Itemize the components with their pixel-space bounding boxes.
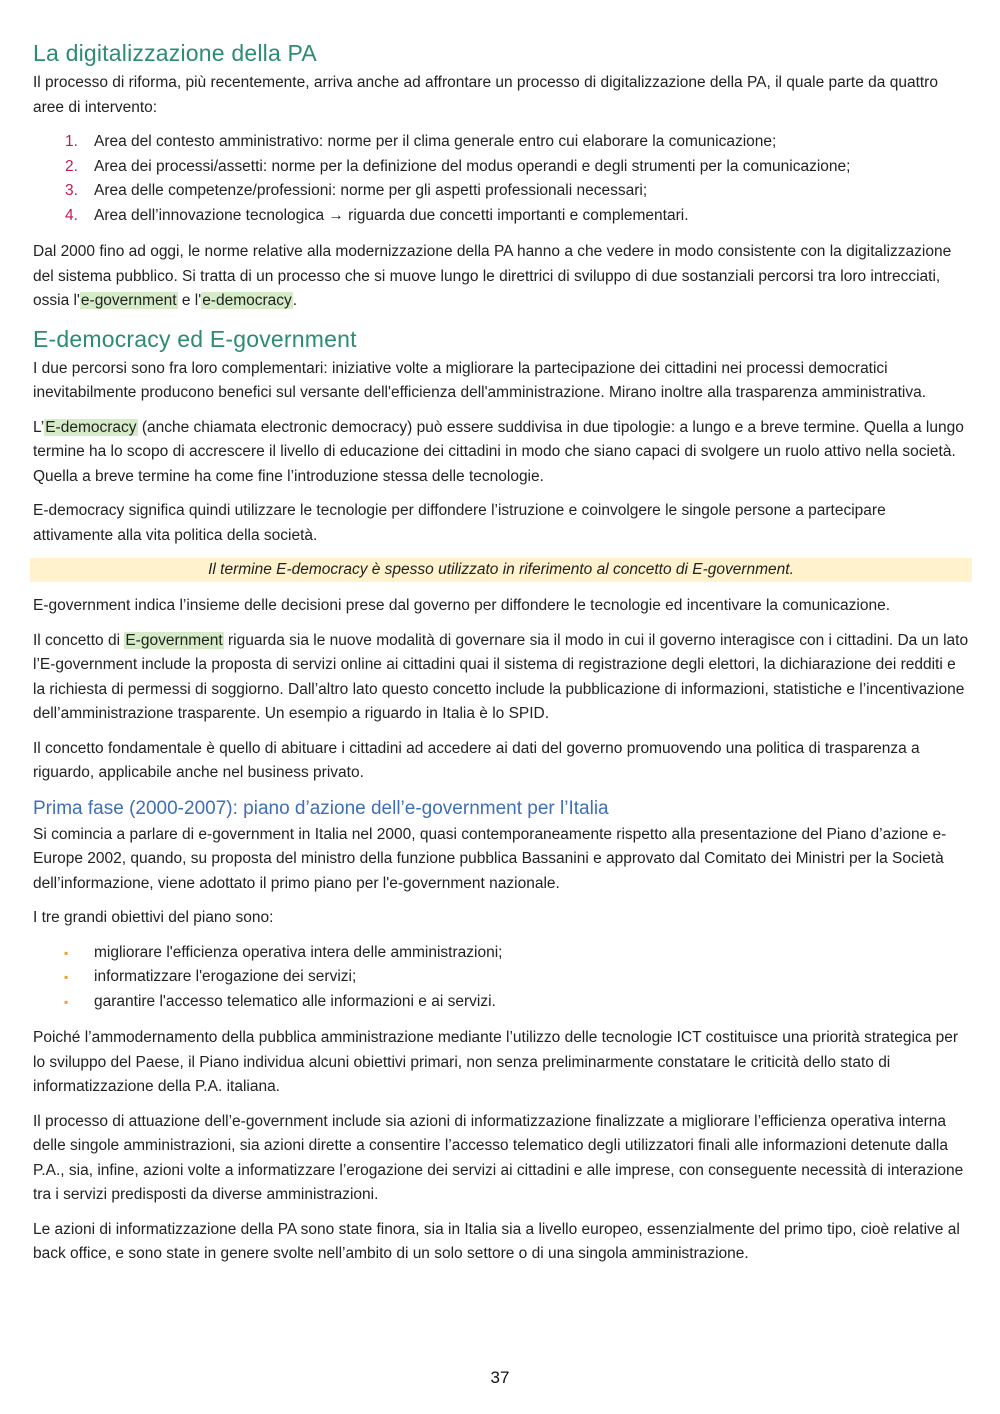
section-heading: La digitalizzazione della PA (33, 40, 317, 66)
list-item-text: garantire l'accesso telematico alle informazioni e ai servizi. (94, 992, 496, 1010)
list-item (33, 990, 969, 1015)
text-run: (anche chiamata electronic democracy) può essere suddivisa in due tipologie: a lungo e a breve termine. Quella a lungo termine ha lo scopo di accrescere il livello di educazione dei cittadini in modo che siano capaci di svolgere un ruolo attivo nella società. Quella a breve termine ha come fine l’introduzione stessa delle tecnologie. (33, 418, 964, 485)
bullet-icon: ▪ (64, 970, 69, 984)
paragraph: Il concetto fondamentale è quello di abituare i cittadini ad accedere ai dati del governo promuovendo una politica di trasparenza a riguardo, applicabile anche nel business privato. (33, 739, 920, 781)
highlighted-term: E-government (125, 631, 223, 649)
list-number: 3. (65, 182, 78, 199)
paragraph: I due percorsi sono fra loro complementari: iniziative volte a migliorare la partecipazione dei cittadini nei processi democratici inevitabilmente producono benefici sul versante dell'efficienza dell'amministrazione. Mirano inoltre alla trasparenza amministrativa. (33, 359, 927, 401)
list-item (33, 941, 969, 966)
paragraph: Poiché l’ammodernamento della pubblica amministrazione mediante l’utilizzo delle tecnologie ICT costituisce una priorità strategica per lo sviluppo del Paese, il Piano individua alcuni obiettivi primari, non senza preliminarmente constatare le criticità dello stato di informatizzazione della P.A. italiana. (33, 1029, 959, 1095)
bullet-icon: ▪ (64, 945, 69, 960)
paragraph (33, 629, 969, 727)
list-item (33, 204, 969, 229)
text-run: . (292, 292, 298, 309)
paragraph: E-government indica l’insieme delle decisioni prese dal governo per diffondere le tecnologie ed incentivare la comunicazione. (33, 597, 891, 614)
highlighted-term: e-government (80, 292, 177, 309)
highlighted-term: E-democracy (45, 418, 137, 436)
text-run: Il concetto di (33, 631, 125, 649)
list-item-text: Area dell’innovazione tecnologica → riguarda due concetti importanti e complementari. (94, 206, 689, 224)
bullet-list (33, 941, 969, 1015)
list-number: 2. (65, 157, 78, 175)
list-number: 1. (65, 133, 78, 150)
list-item-text: informatizzare l'erogazione dei servizi; (94, 968, 357, 985)
page-number: 37 (490, 1368, 510, 1387)
list-item-text: Area dei processi/assetti: norme per la definizione del modus operandi e degli strumenti per la comunicazione; (94, 157, 851, 175)
paragraph: Si comincia a parlare di e-government in Italia nel 2000, quasi contemporaneamente rispetto alla presentazione del Piano d’azione e-Europe 2002, quando, su proposta del ministro della funzione pubblica Bassanini e approvato dal Comitato dei Ministri per la Società dell’informazione, viene adottato il primo piano per l'e-government nazionale. (33, 825, 947, 892)
paragraph (33, 240, 969, 314)
highlighted-term: e-democracy (202, 292, 292, 309)
text-run: L’ (33, 418, 45, 436)
document-page (33, 38, 969, 1277)
callout-quote: Il termine E-democracy è spesso utilizzato in riferimento al concetto di E-government. (30, 558, 972, 582)
text-run: e l' (177, 292, 202, 309)
list-item-text: Area del contesto amministrativo: norme per il clima generale entro cui elaborare la comunicazione; (94, 133, 777, 150)
list-number: 4. (65, 206, 78, 224)
list-item (33, 155, 969, 180)
paragraph: Il processo di attuazione dell’e-government include sia azioni di informatizzazione finalizzate a migliorare l’efficienza operativa interna delle singole amministrazioni, sia azioni dirette a consentire l’accesso telematico degli utilizzatori finali alle informazioni detenute dalla P.A., sia, infine, azioni volte a informatizzare l’erogazione dei servizi ai cittadini e alle imprese, con conseguente necessità di interazione tra i servizi predisposti da diverse amministrazioni. (33, 1112, 964, 1203)
list-item-text: migliorare l'efficienza operativa intera delle amministrazioni; (94, 943, 503, 961)
list-item (33, 179, 969, 204)
section-heading: E-democracy ed E-government (33, 325, 357, 352)
list-item (33, 965, 969, 990)
numbered-list (33, 130, 969, 228)
paragraph: I tre grandi obiettivi del piano sono: (33, 909, 274, 926)
text-run: Dal 2000 fino ad oggi, le norme relative alla modernizzazione della PA hanno a che vedere in modo consistente con la digitalizzazione del sistema pubblico. Si tratta di un processo che si muove lungo le direttrici di sviluppo di due sostanziali percorsi tra loro intrecciati, ossia l' (33, 243, 952, 309)
subsection-heading: Prima fase (2000-2007): piano d’azione dell’e-government per l’Italia (33, 797, 609, 819)
list-item-text: Area delle competenze/professioni: norme per gli aspetti professionali necessari; (94, 182, 648, 199)
paragraph: E-democracy significa quindi utilizzare le tecnologie per diffondere l’istruzione e coinvolgere le singole persone a partecipare attivamente alla vita politica della società. (33, 502, 886, 544)
text-run: riguarda sia le nuove modalità di governare sia il modo in cui il governo interagisce con i cittadini. Da un lato l’E-government include la proposta di servizi online ai cittadini quai il sistema di registrazione degli elettori, la dichiarazione dei redditi e la richiesta di permessi di soggiorno. Dall’altro lato questo concetto include la pubblicazione di informazioni, statistiche e l’incentivazione dell’amministrazione trasparente. Un esempio a riguardo in Italia è lo SPID. (33, 631, 969, 722)
bullet-icon: ▪ (64, 994, 69, 1009)
paragraph (33, 416, 969, 490)
list-item (33, 130, 969, 155)
paragraph: Le azioni di informatizzazione della PA sono state finora, sia in Italia sia a livello europeo, essenzialmente del primo tipo, cioè relative al back office, e sono state in genere svolte nell’ambito di un solo settore o di una singola amministrazione. (33, 1220, 960, 1262)
paragraph: Il processo di riforma, più recentemente, arriva anche ad affrontare un processo di digitalizzazione della PA, il quale parte da quattro aree di intervento: (33, 74, 938, 116)
